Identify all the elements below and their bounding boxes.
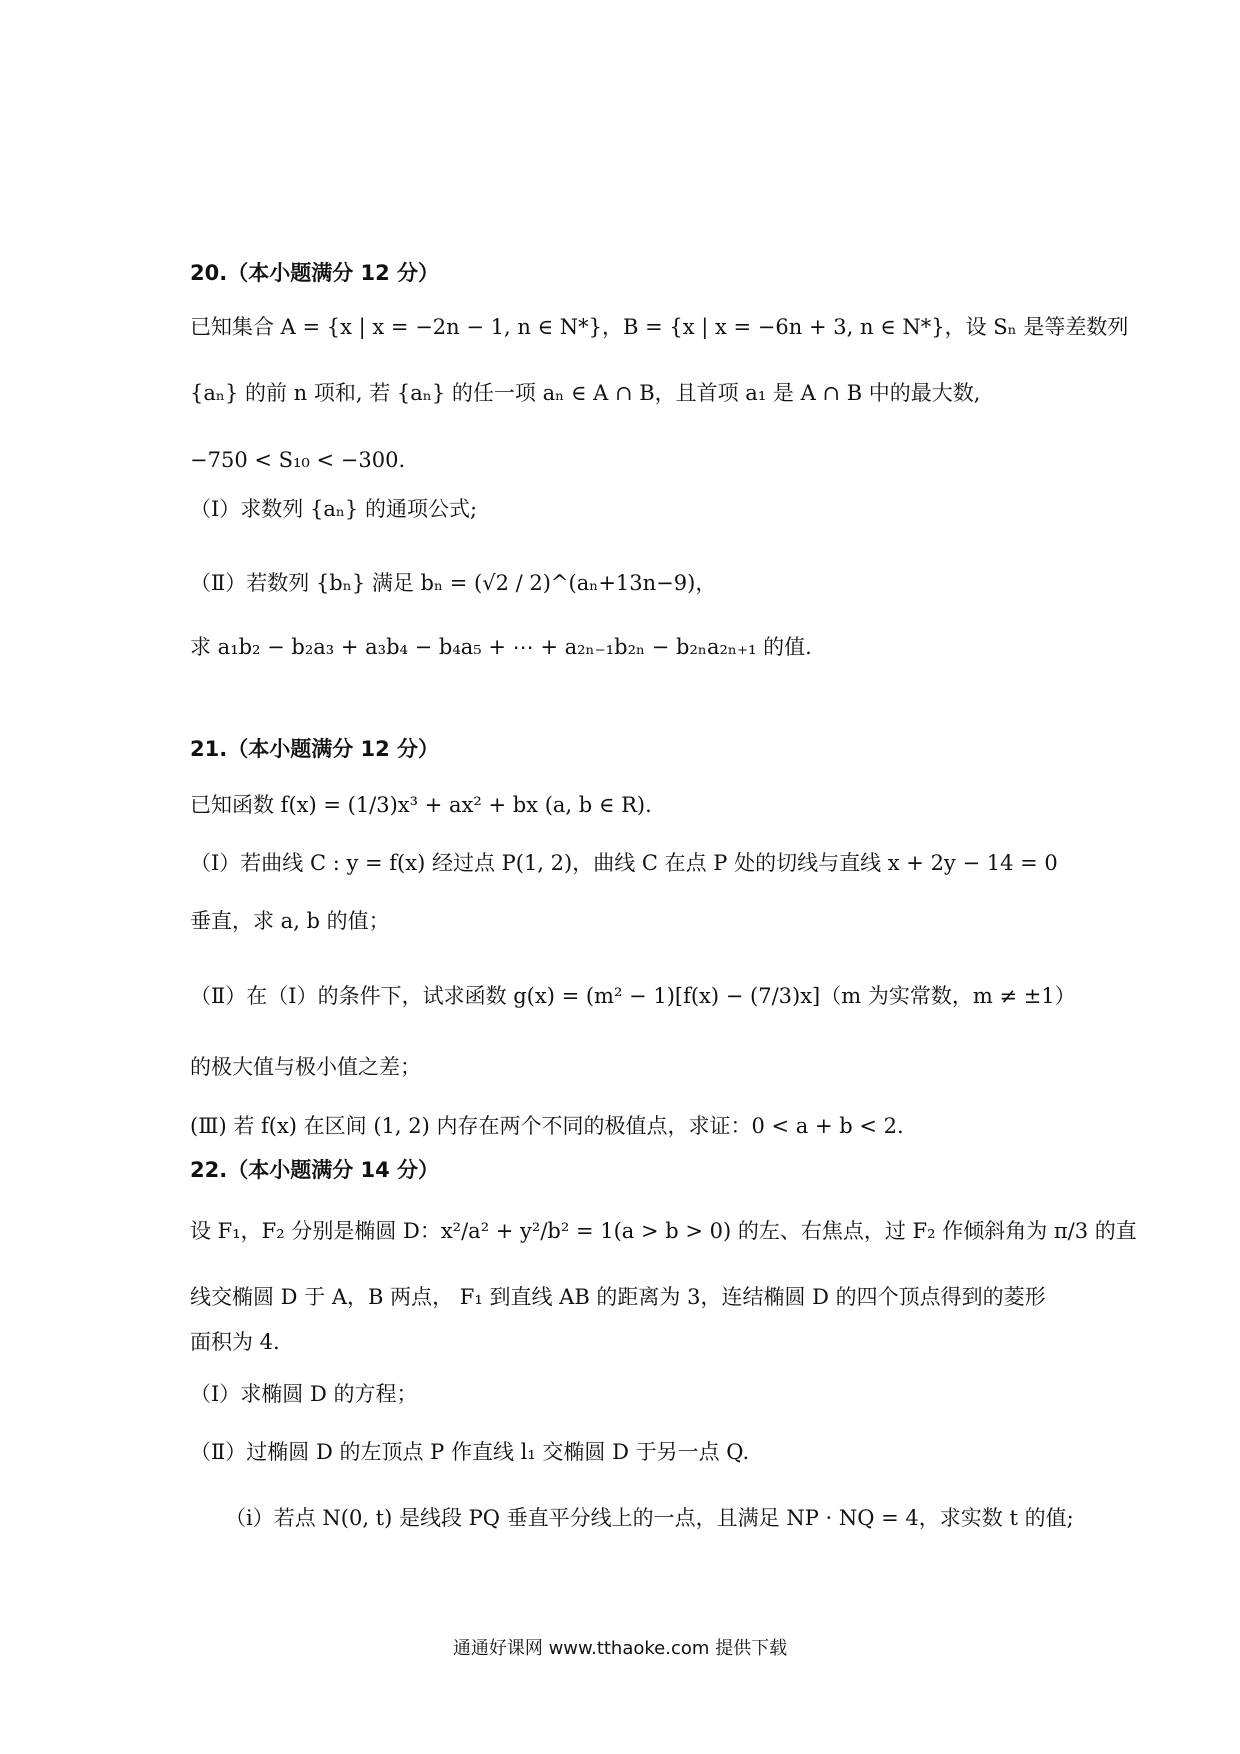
problem-22-statement-line-3: 面积为 4. xyxy=(190,1330,280,1354)
problem-21-part-1: （Ⅰ）若曲线 C : y = f(x) 经过点 P(1, 2)，曲线 C 在点 P 处的切线与直线 x + 2y − 14 = 0 xyxy=(190,851,1058,875)
problem-20-part-2-continued: 求 a₁b₂ − b₂a₃ + a₃b₄ − b₄a₅ + ⋯ + a₂ₙ₋₁b₂ₙ − b₂ₙa₂ₙ₊₁ 的值. xyxy=(190,635,812,659)
problem-20-statement-line-1: 已知集合 A = {x | x = −2n − 1, n ∈ N*}，B = {x | x = −6n + 3, n ∈ N*}，设 Sₙ 是等差数列 xyxy=(190,315,1129,339)
problem-21-part-3: (Ⅲ) 若 f(x) 在区间 (1, 2) 内存在两个不同的极值点，求证：0 < a + b < 2. xyxy=(190,1114,904,1138)
problem-20-header: 20.（本小题满分 12 分） xyxy=(190,261,440,285)
problem-21-header: 21.（本小题满分 12 分） xyxy=(190,737,440,761)
problem-22-statement-line-1: 设 F₁，F₂ 分别是椭圆 D：x²/a² + y²/b² = 1(a > b > 0) 的左、右焦点，过 F₂ 作倾斜角为 π/3 的直 xyxy=(190,1219,1137,1243)
problem-22-statement-line-2: 线交椭圆 D 于 A，B 两点， F₁ 到直线 AB 的距离为 3，连结椭圆 D 的四个顶点得到的菱形 xyxy=(190,1285,1046,1309)
problem-21-statement: 已知函数 f(x) = (1/3)x³ + ax² + bx (a, b ∈ R). xyxy=(190,793,652,817)
problem-20-part-2: （Ⅱ）若数列 {bₙ} 满足 bₙ = (√2 / 2)^(aₙ+13n−9)， xyxy=(190,571,717,595)
page-footer: 通通好课网 www.tthaoke.com 提供下载 xyxy=(452,1638,788,1659)
problem-21-part-1-continued: 垂直，求 a, b 的值； xyxy=(190,909,390,933)
problem-20-statement-line-3: −750 < S₁₀ < −300. xyxy=(190,448,406,472)
problem-20-part-1: （Ⅰ）求数列 {aₙ} 的通项公式; xyxy=(190,497,478,521)
problem-22-part-2: （Ⅱ）过椭圆 D 的左顶点 P 作直线 l₁ 交椭圆 D 于另一点 Q. xyxy=(190,1440,750,1464)
problem-21-part-2-continued: 的极大值与极小值之差； xyxy=(190,1055,421,1079)
problem-21-part-2: （Ⅱ）在（Ⅰ）的条件下，试求函数 g(x) = (m² − 1)[f(x) − (7/3)x]（m 为实常数，m ≠ ±1） xyxy=(190,984,1076,1008)
problem-22-part-1: （Ⅰ）求椭圆 D 的方程； xyxy=(190,1382,418,1406)
problem-20-statement-line-2: {aₙ} 的前 n 项和, 若 {aₙ} 的任一项 aₙ ∈ A ∩ B，且首项 a₁ 是 A ∩ B 中的最大数, xyxy=(190,381,981,405)
problem-22-header: 22.（本小题满分 14 分） xyxy=(190,1158,440,1182)
problem-22-part-2-i: （ⅰ）若点 N(0, t) 是线段 PQ 垂直平分线上的一点，且满足 NP · NQ = 4，求实数 t 的值; xyxy=(225,1506,1074,1530)
